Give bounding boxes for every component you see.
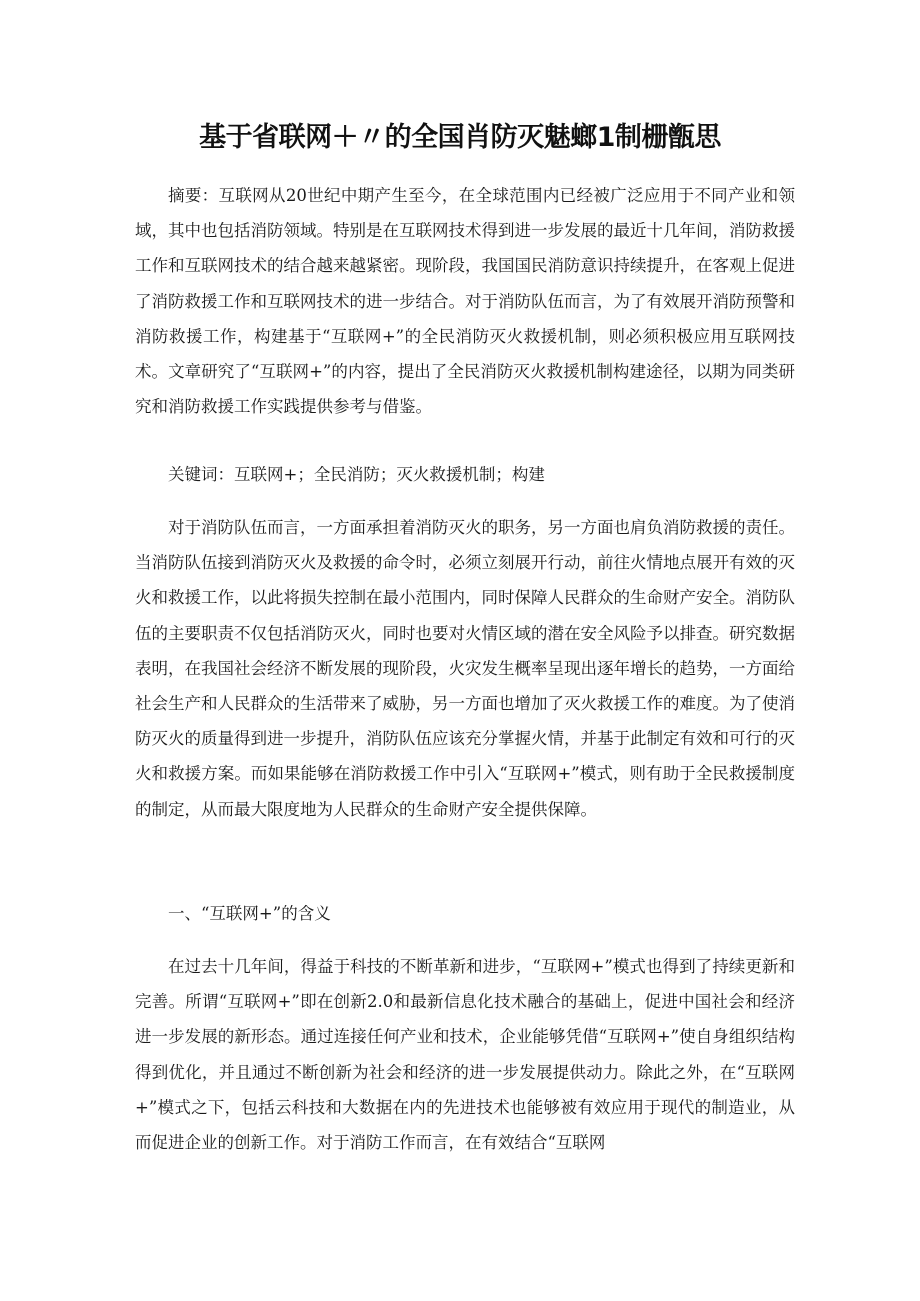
abstract-paragraph: 摘要：互联网从20世纪中期产生至今，在全球范围内已经被广泛应用于不同产业和领域，其中也包括消防领域。特别是在互联网技术得到进一步发展的最近十几年间，消防救援工作和互联网技术的结合越来越紧密。现阶段，我国国民消防意识持续提升，在客观上促进了消防救援工作和互联网技术的进一步结合。对于消防队伍而言，为了有效展开消防预警和消防救援工作，构建基于“互联网+”的全民消防灭火救援机制，则必须积极应用互联网技术。文章研究了“互联网+”的内容，提出了全民消防灭火救援机制构建途径，以期为同类研究和消防救援工作实践提供参考与借鉴。 [135, 186, 795, 417]
keywords-paragraph: 关键词：互联网+；全民消防；灭火救援机制；构建 [168, 465, 545, 484]
section-body-paragraph: 在过去十几年间，得益于科技的不断革新和进步，“互联网+”模式也得到了持续更新和完善。所谓“互联网+”即在创新2.0和最新信息化技术融合的基础上，促进中国社会和经济进一步发展的新形态。通过连接任何产业和技术，企业能够凭借“互联网+”使自身组织结构得到优化，并且通过不断创新为社会和经济的进一步发展提供动力。除此之外，在“互联网+”模式之下，包括云科技和大数据在内的先进技术也能够被有效应用于现代的制造业，从而促进企业的创新工作。对于消防工作而言，在有效结合“互联网 [135, 957, 795, 1153]
document-title: 基于省联网＋〃的全国肖防灭魅螂1制栅甑思 [199, 122, 721, 153]
section-heading: 一、“互联网+”的含义 [168, 904, 331, 923]
intro-paragraph: 对于消防队伍而言，一方面承担着消防灭火的职务，另一方面也肩负消防救援的责任。当消防队伍接到消防灭火及救援的命令时，必须立刻展开行动，前往火情地点展开有效的灭火和救援工作，以此将损失控制在最小范围内，同时保障人民群众的生命财产安全。消防队伍的主要职责不仅包括消防灭火，同时也要对火情区域的潜在安全风险予以排查。研究数据表明，在我国社会经济不断发展的现阶段，火灾发生概率呈现出逐年增长的趋势，一方面给社会生产和人民群众的生活带来了威胁，另一方面也增加了灭火救援工作的难度。为了使消防灭火的质量得到进一步提升，消防队伍应该充分掌握火情，并基于此制定有效和可行的灭火和救援方案。而如果能够在消防救援工作中引入“互联网+”模式，则有助于全民救援制度的制定，从而最大限度地为人民群众的生命财产安全提供保障。 [135, 518, 795, 819]
